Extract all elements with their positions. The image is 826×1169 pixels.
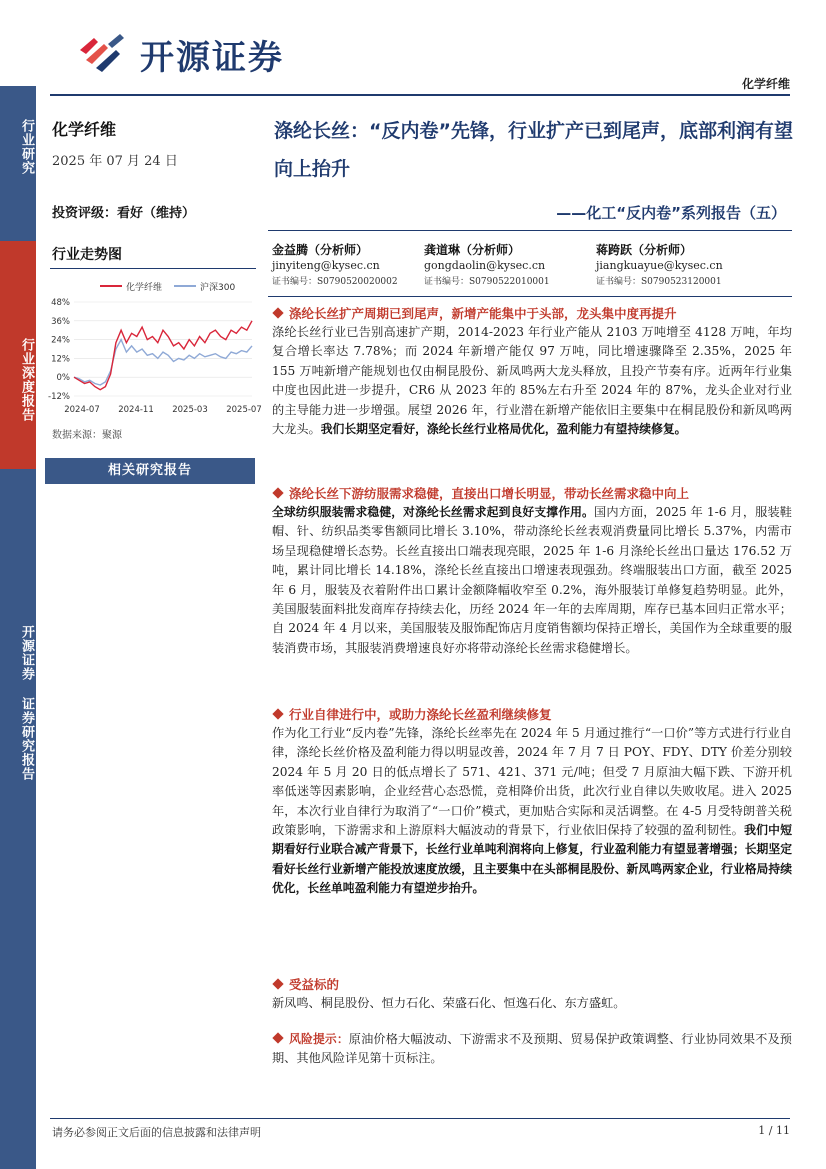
section-paragraph: 涤纶长丝行业已告别高速扩产期，2014-2023 年行业产能从 2103 万吨增至 4128 万吨，年均复合增长率达 7.78%；而 2024 年新增产能仅 97 万吨，同比增速骤降至 2.35%，2025 年 155 万吨新增产能规划也仅由桐昆股份、新凤鸣两大龙头释放，且投产节奏有序。近两年行业集中度也因此进一步提升，CR6 从 2023 年的 85%左右升至 2024 年的 87%，龙头企业对行业的主导能力进一步增强。展望 2026 年，行业潜在新增产能依旧主要集中在桐昆股份和新凤鸣两大龙头。我们长期坚定看好，涤纶长丝行业格局优化，盈利能力有望持续修复。 (272, 325, 792, 437)
legend-label: 沪深300 (200, 283, 236, 293)
section-heading: 涤纶长丝扩产周期已到尾声，新增产能集中于头部，龙头集中度再提升 (272, 304, 677, 323)
analyst-email[interactable]: gongdaolin@kysec.cn (424, 259, 546, 272)
bullet-diamond-icon (272, 307, 283, 318)
kysec-logo-text: 开源证券 (140, 38, 284, 78)
x-tick-label: 2024-07 (64, 405, 100, 415)
sidebar-top-label: 行业研究 (19, 119, 34, 175)
footer-disclaimer: 请务必参阅正文后面的信息披露和法律声明 (52, 1126, 261, 1139)
beneficiary-list: 新凤鸣、桐昆股份、恒力石化、荣盛石化、恒逸石化、东方盛虹。 (272, 996, 626, 1010)
industry-name: 化学纤维 (52, 120, 117, 139)
y-tick-label: 12% (51, 354, 70, 365)
analyst-license: 证书编号：S0790522010001 (424, 277, 550, 287)
analyst-license: 证书编号：S0790523120001 (596, 277, 722, 287)
section-paragraph: 作为化工行业“反内卷”先锋，涤纶长丝率先在 2024 年 5 月通过推行“一口价”等方式进行行业自律，涤纶长丝价格及盈利能力得以明显改善，2024 年 7 月 7 日 POY、FDY、DTY 价差分别较 2024 年 5 月 20 日的低点增长了 571、421、371 元/吨；但受 7 月原油大幅下跌、下游开机率低迷等因素影响，企业经营心态恐慌，竞相降价出货，此次行业自律以失败收尾。进入 2025 年，本次行业自律行为取消了“一口价”模式，更加贴合实际和灵活调整。在 4-5 月受特朗普关税政策影响，下游需求和上游原料大幅波动的背景下，行业依旧保持了较强的盈利韧性。我们中短期看好行业联合减产背景下，长丝行业单吨利润将向上修复，行业盈利能力有望显著增强；长期坚定看好长丝行业新增产能投放速度放缓，且主要集中在头部桐昆股份、新凤鸣两家企业，行业格局持续优化，长丝单吨盈利能力有望逆步抬升。 (272, 726, 792, 896)
header-category: 化学纤维 (741, 77, 790, 91)
risk-warning: 风险提示：原油价格大幅波动、下游需求不及预期、贸易保护政策调整、行业协同效果不及预期、其他风险详见第十页标注。 (272, 1032, 792, 1066)
analyst-divider (268, 296, 792, 297)
footer-divider (50, 1118, 790, 1119)
trend-divider (50, 268, 256, 269)
bullet-diamond-icon (272, 978, 283, 989)
kysec-logo-icon (76, 30, 128, 72)
section-paragraph: 全球纺织服装需求稳健，对涤纶长丝需求起到良好支撑作用。国内方面，2025 年 1-6 月，服装鞋帽、针、纺织品类零售额同比增长 3.10%，带动涤纶长丝表观消费量同比增长 5.37%，内需市场呈现稳健增长态势。长丝直接出口端表现亮眼，2025 年 1-6 月涤纶长丝出口量达 176.52 万吨，累计同比增长 14.18%，涤纶长丝直接出口增速表现强劲。终端服装出口方面，截至 2025 年 6 月，服装及衣着附件出口累计金额降幅收窄至 0.2%，海外服装订单修复趋势明显。此外，美国服装面料批发商库存持续去化，历经 2024 年一年的去库周期，库存已基本回归正常水平；自 2024 年 4 月以来，美国服装及服饰配饰店月度销售额均保持正增长，美国作为全球重要的服装消费市场，其服装消费增速良好亦将带动涤纶长丝需求稳健增长。 (272, 505, 792, 655)
report-date: 2025 年 07 月 24 日 (52, 154, 178, 169)
bullet-diamond-icon (272, 1032, 283, 1043)
chart-source: 数据来源：聚源 (52, 430, 122, 441)
analyst-email[interactable]: jinyiteng@kysec.cn (272, 259, 380, 272)
analyst-card (424, 242, 550, 290)
analyst-name: 蒋跨跃（分析师） (596, 243, 693, 257)
sidebar-bottom-label: 开源证券 证券研究报告 (19, 625, 34, 781)
section-heading: 受益标的 (272, 975, 339, 994)
analyst-license: 证书编号：S0790520020002 (272, 277, 398, 287)
report-title: 涤纶长丝：“反内卷”先锋，行业扩产已到尾声，底部利润有望向上抬升 (274, 120, 793, 180)
bullet-diamond-icon (272, 487, 283, 498)
trend-title: 行业走势图 (52, 247, 122, 263)
analyst-name: 金益腾（分析师） (272, 243, 369, 257)
x-tick-label: 2025-03 (172, 405, 208, 415)
investment-rating: 投资评级：看好（维持） (52, 206, 196, 221)
y-tick-label: -12% (48, 392, 70, 402)
analyst-card (596, 242, 723, 290)
legend-label: 化学纤维 (126, 283, 163, 293)
section-heading: 行业自律进行中，或助力涤纶长丝盈利继续修复 (272, 705, 552, 724)
y-tick-label: 24% (51, 335, 70, 346)
report-series: ——化工“反内卷”系列报告（五） (556, 204, 786, 222)
x-tick-label: 2024-11 (118, 405, 154, 415)
series-line (74, 321, 252, 390)
series-line (74, 340, 252, 385)
analyst-email[interactable]: jiangkuayue@kysec.cn (596, 259, 723, 272)
analyst-name: 龚道琳（分析师） (424, 243, 521, 257)
bullet-diamond-icon (272, 708, 283, 719)
y-tick-label: 48% (51, 298, 70, 308)
series-divider (268, 230, 792, 231)
sidebar-middle-label: 行业深度报告 (19, 338, 34, 422)
related-reports-button[interactable]: 相关研究报告 (45, 458, 255, 484)
x-tick-label: 2025-07 (226, 405, 262, 415)
industry-trend-chart (40, 274, 262, 420)
y-tick-label: 36% (51, 316, 70, 327)
section-heading: 涤纶长丝下游纺服需求稳健，直接出口增长明显，带动长丝需求稳中向上 (272, 484, 689, 503)
page-number: 1 / 11 (758, 1124, 790, 1137)
y-tick-label: 0% (56, 373, 70, 384)
analyst-card (272, 242, 398, 290)
header-divider (50, 94, 790, 96)
